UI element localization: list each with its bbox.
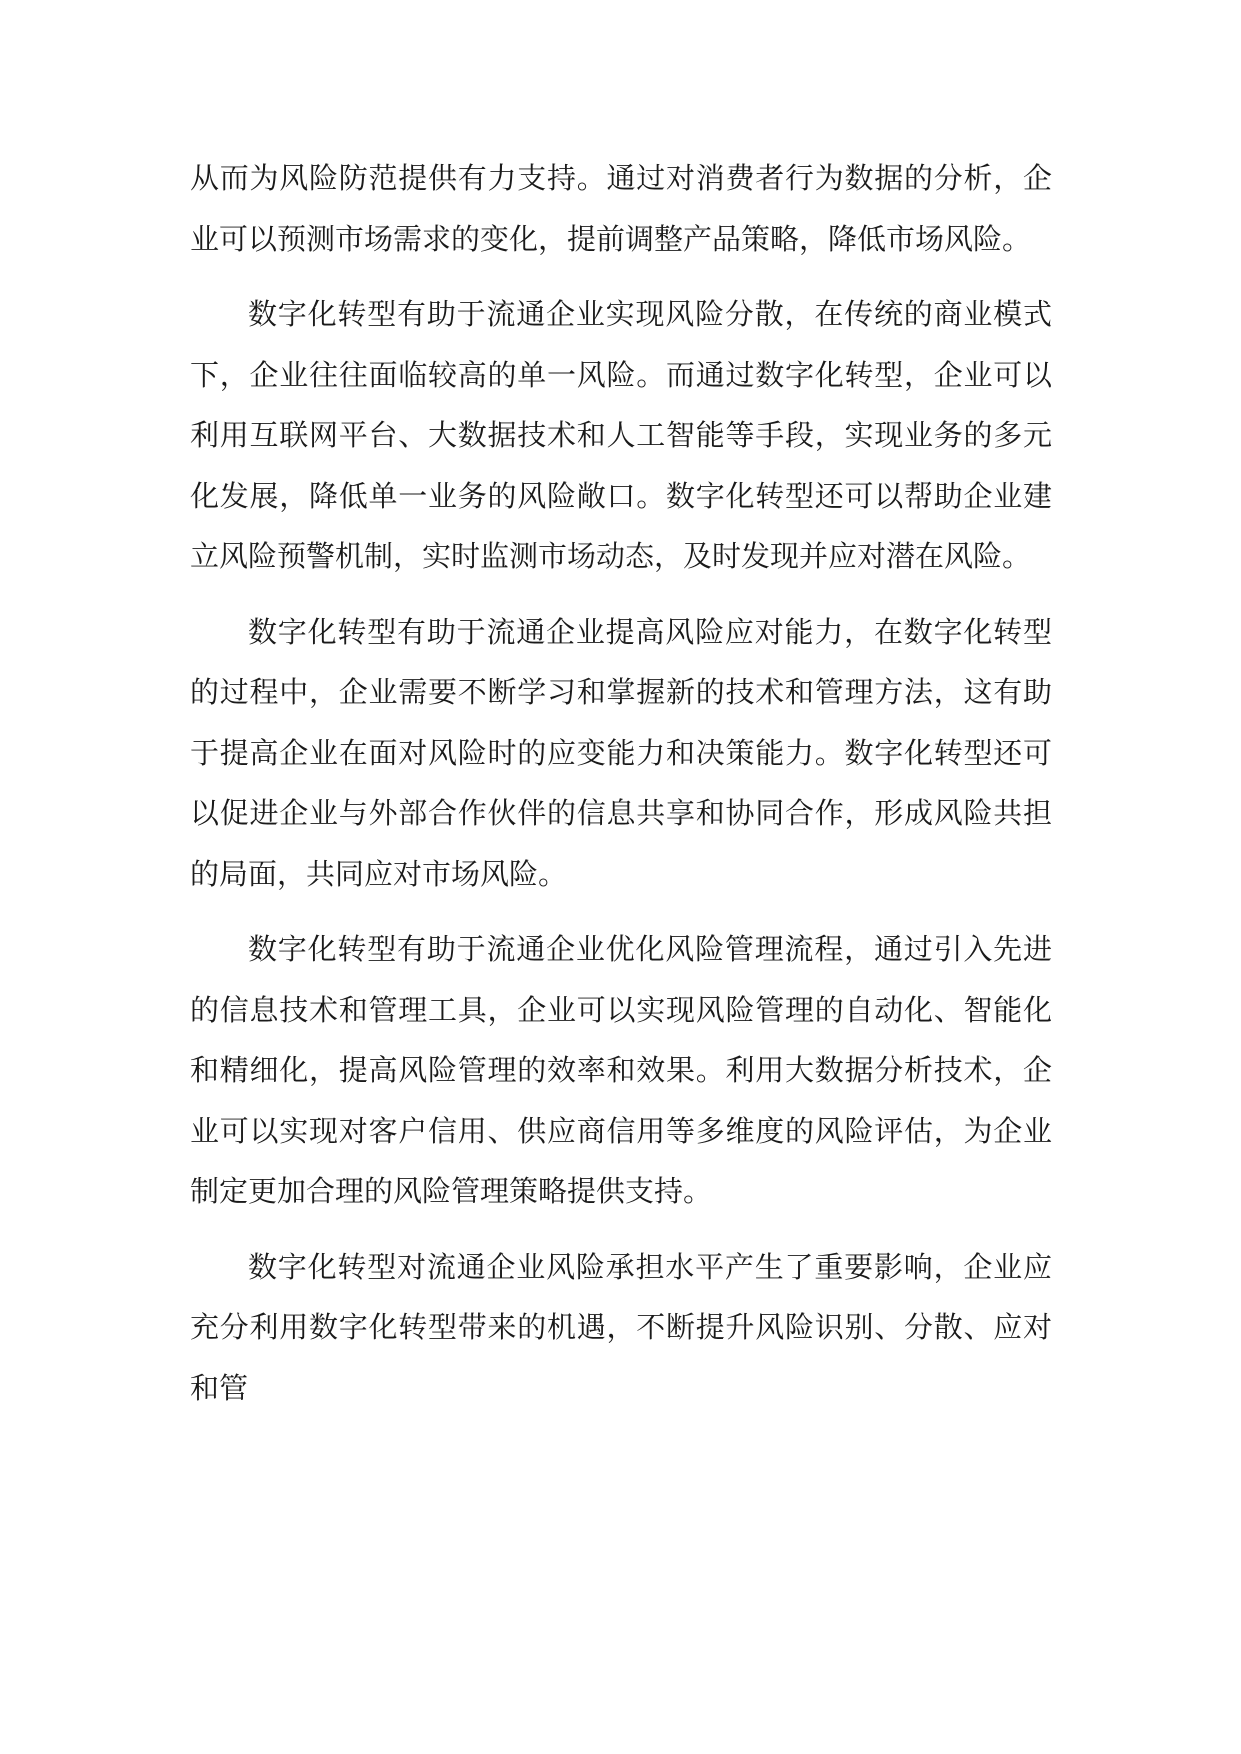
paragraph-4: 数字化转型有助于流通企业优化风险管理流程，通过引入先进的信息技术和管理工具，企业可以实现风险管理的自动化、智能化和精细化，提高风险管理的效率和效果。利用大数据分析技术，企业可以实现对客户信用、供应商信用等多维度的风险评估，为企业制定更加合理的风险管理策略提供支持。 [190, 932, 1052, 1208]
paragraph-1: 从而为风险防范提供有力支持。通过对消费者行为数据的分析，企业可以预测市场需求的变化，提前调整产品策略，降低市场风险。 [190, 161, 1052, 256]
document-body [190, 148, 1052, 1433]
paragraph-2: 数字化转型有助于流通企业实现风险分散，在传统的商业模式下，企业往往面临较高的单一风险。而通过数字化转型，企业可以利用互联网平台、大数据技术和人工智能等手段，实现业务的多元化发展，降低单一业务的风险敞口。数字化转型还可以帮助企业建立风险预警机制，实时监测市场动态，及时发现并应对潜在风险。 [190, 297, 1052, 573]
paragraph-5: 数字化转型对流通企业风险承担水平产生了重要影响，企业应充分利用数字化转型带来的机遇，不断提升风险识别、分散、应对和管 [190, 1249, 1052, 1405]
paragraph-3: 数字化转型有助于流通企业提高风险应对能力，在数字化转型的过程中，企业需要不断学习和掌握新的技术和管理方法，这有助于提高企业在面对风险时的应变能力和决策能力。数字化转型还可以促进企业与外部合作伙伴的信息共享和协同合作，形成风险共担的局面，共同应对市场风险。 [190, 614, 1052, 891]
